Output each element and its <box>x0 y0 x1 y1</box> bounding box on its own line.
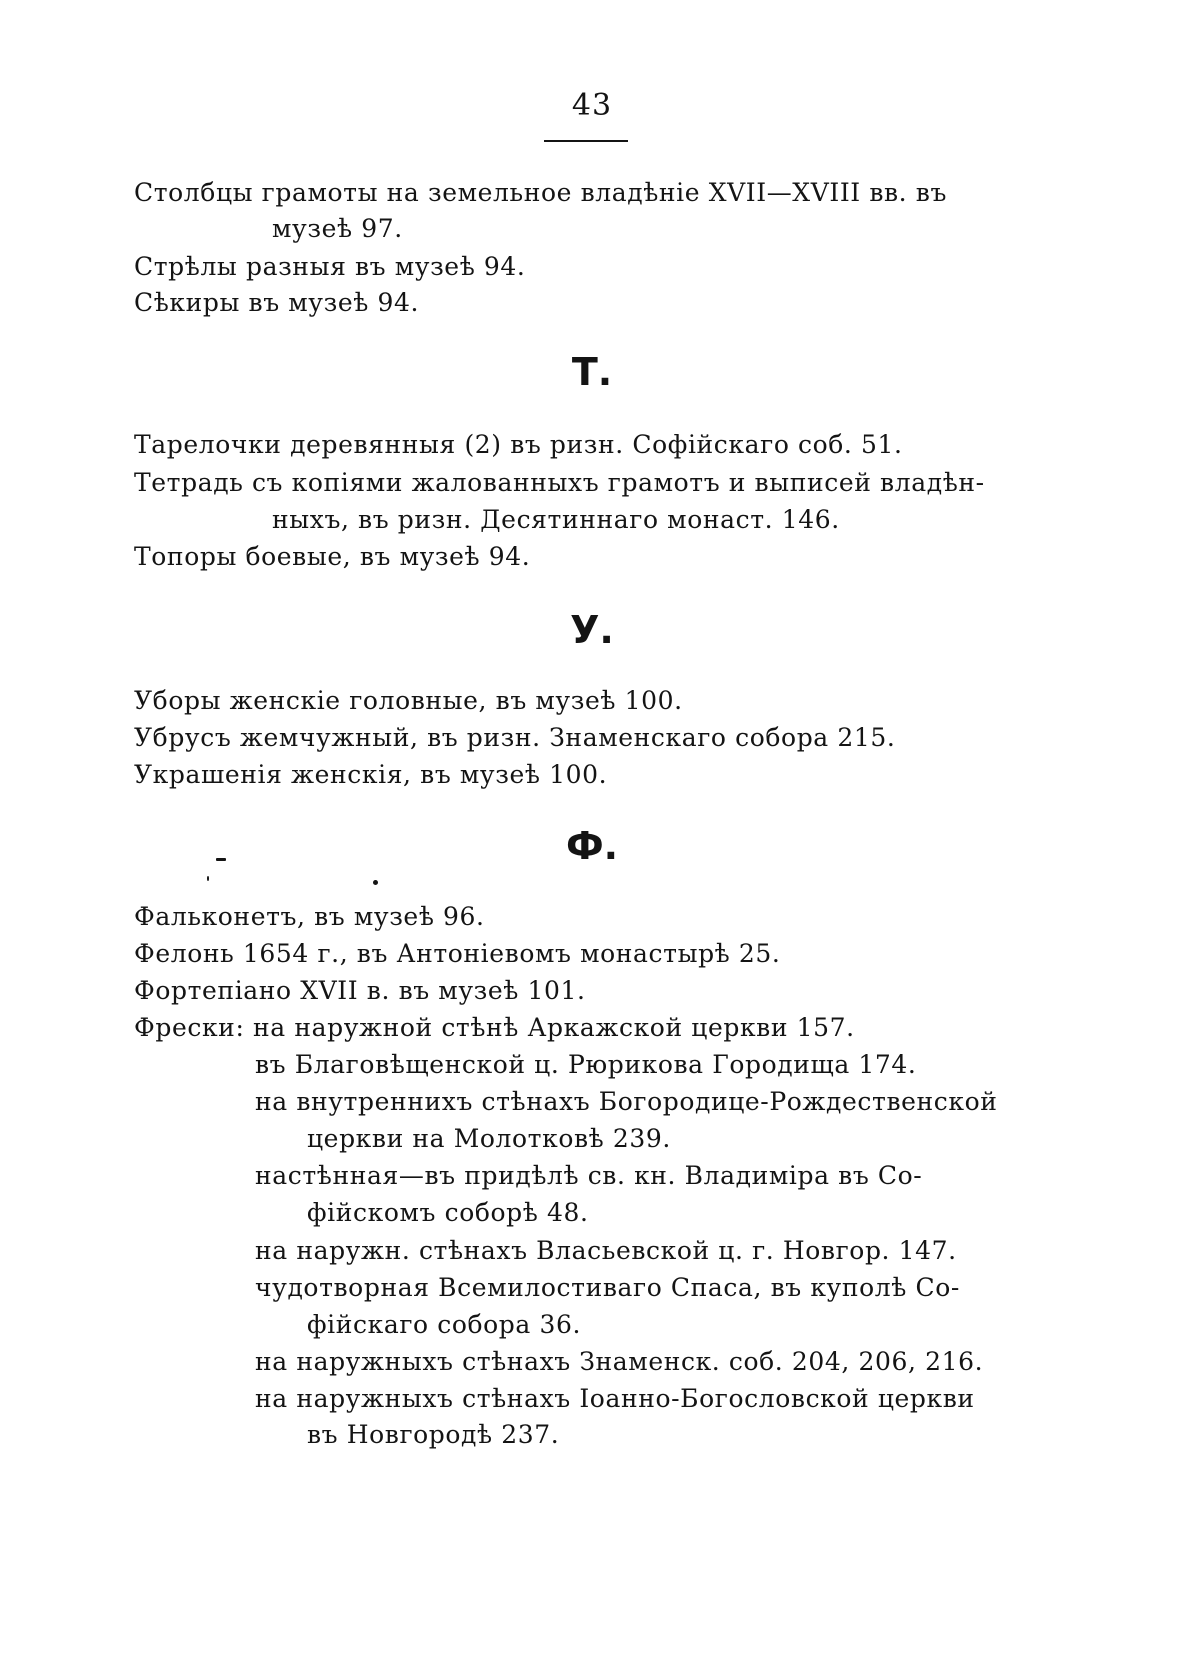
index-entry: Тарелочки деревянныя (2) въ ризн. Софійскаго соб. 51. <box>134 430 903 459</box>
index-entry: Фальконетъ, въ музеѣ 96. <box>134 902 485 931</box>
index-subentry: настѣнная—въ придѣлѣ св. кн. Владиміра въ Со- <box>255 1161 923 1190</box>
index-entry: Украшенія женскія, въ музеѣ 100. <box>134 760 608 789</box>
index-entry: Тетрадь съ копіями жалованныхъ грамотъ и выписей владѣн- <box>134 468 985 497</box>
page-number-rule <box>544 140 628 142</box>
index-subentry: на наружныхъ стѣнахъ Іоанно-Богословской церкви <box>255 1384 975 1413</box>
index-entry: Фелонь 1654 г., въ Антоніевомъ монастырѣ 25. <box>134 939 781 968</box>
index-subentry-continuation: церкви на Молотковѣ 239. <box>307 1124 671 1153</box>
section-letter-t: Т. <box>571 350 613 394</box>
ink-speck <box>207 876 209 881</box>
index-entry: Убрусъ жемчужный, въ ризн. Знаменскаго собора 215. <box>134 723 896 752</box>
index-entry-continuation: музеѣ 97. <box>272 214 403 243</box>
ink-speck <box>373 880 378 885</box>
ink-speck <box>216 858 226 861</box>
index-subentry: чудотворная Всемилостиваго Спаса, въ куполѣ Со- <box>255 1273 960 1302</box>
index-entry: Фортепіано XVII в. въ музеѣ 101. <box>134 976 586 1005</box>
index-subentry: на наружныхъ стѣнахъ Знаменск. соб. 204, 206, 216. <box>255 1347 984 1376</box>
page-number: 43 <box>571 88 613 123</box>
index-entry: Уборы женскіе головные, въ музеѣ 100. <box>134 686 683 715</box>
index-entry: Стрѣлы разныя въ музеѣ 94. <box>134 252 526 281</box>
index-subentry: на наружн. стѣнахъ Власьевской ц. г. Новгор. 147. <box>255 1236 957 1265</box>
index-entry: Столбцы грамоты на земельное владѣніе XVII—XVIII вв. въ <box>134 178 947 207</box>
section-letter-u: У. <box>570 608 614 652</box>
index-subentry: въ Благовѣщенской ц. Рюрикова Городища 174. <box>255 1050 917 1079</box>
index-subentry: на внутреннихъ стѣнахъ Богородице-Рождественской <box>255 1087 998 1116</box>
index-subentry-continuation: фійскомъ соборѣ 48. <box>307 1198 589 1227</box>
index-entry: Топоры боевые, въ музеѣ 94. <box>134 542 531 571</box>
index-entry: Сѣкиры въ музеѣ 94. <box>134 288 420 317</box>
index-entry-continuation: ныхъ, въ ризн. Десятиннаго монаст. 146. <box>272 505 840 534</box>
index-entry: Фрески: на наружной стѣнѣ Аркажской церкви 157. <box>134 1013 855 1042</box>
index-subentry-continuation: въ Новгородѣ 237. <box>307 1420 560 1449</box>
section-letter-f: Ф. <box>565 824 619 868</box>
index-subentry-continuation: фійскаго собора 36. <box>307 1310 582 1339</box>
